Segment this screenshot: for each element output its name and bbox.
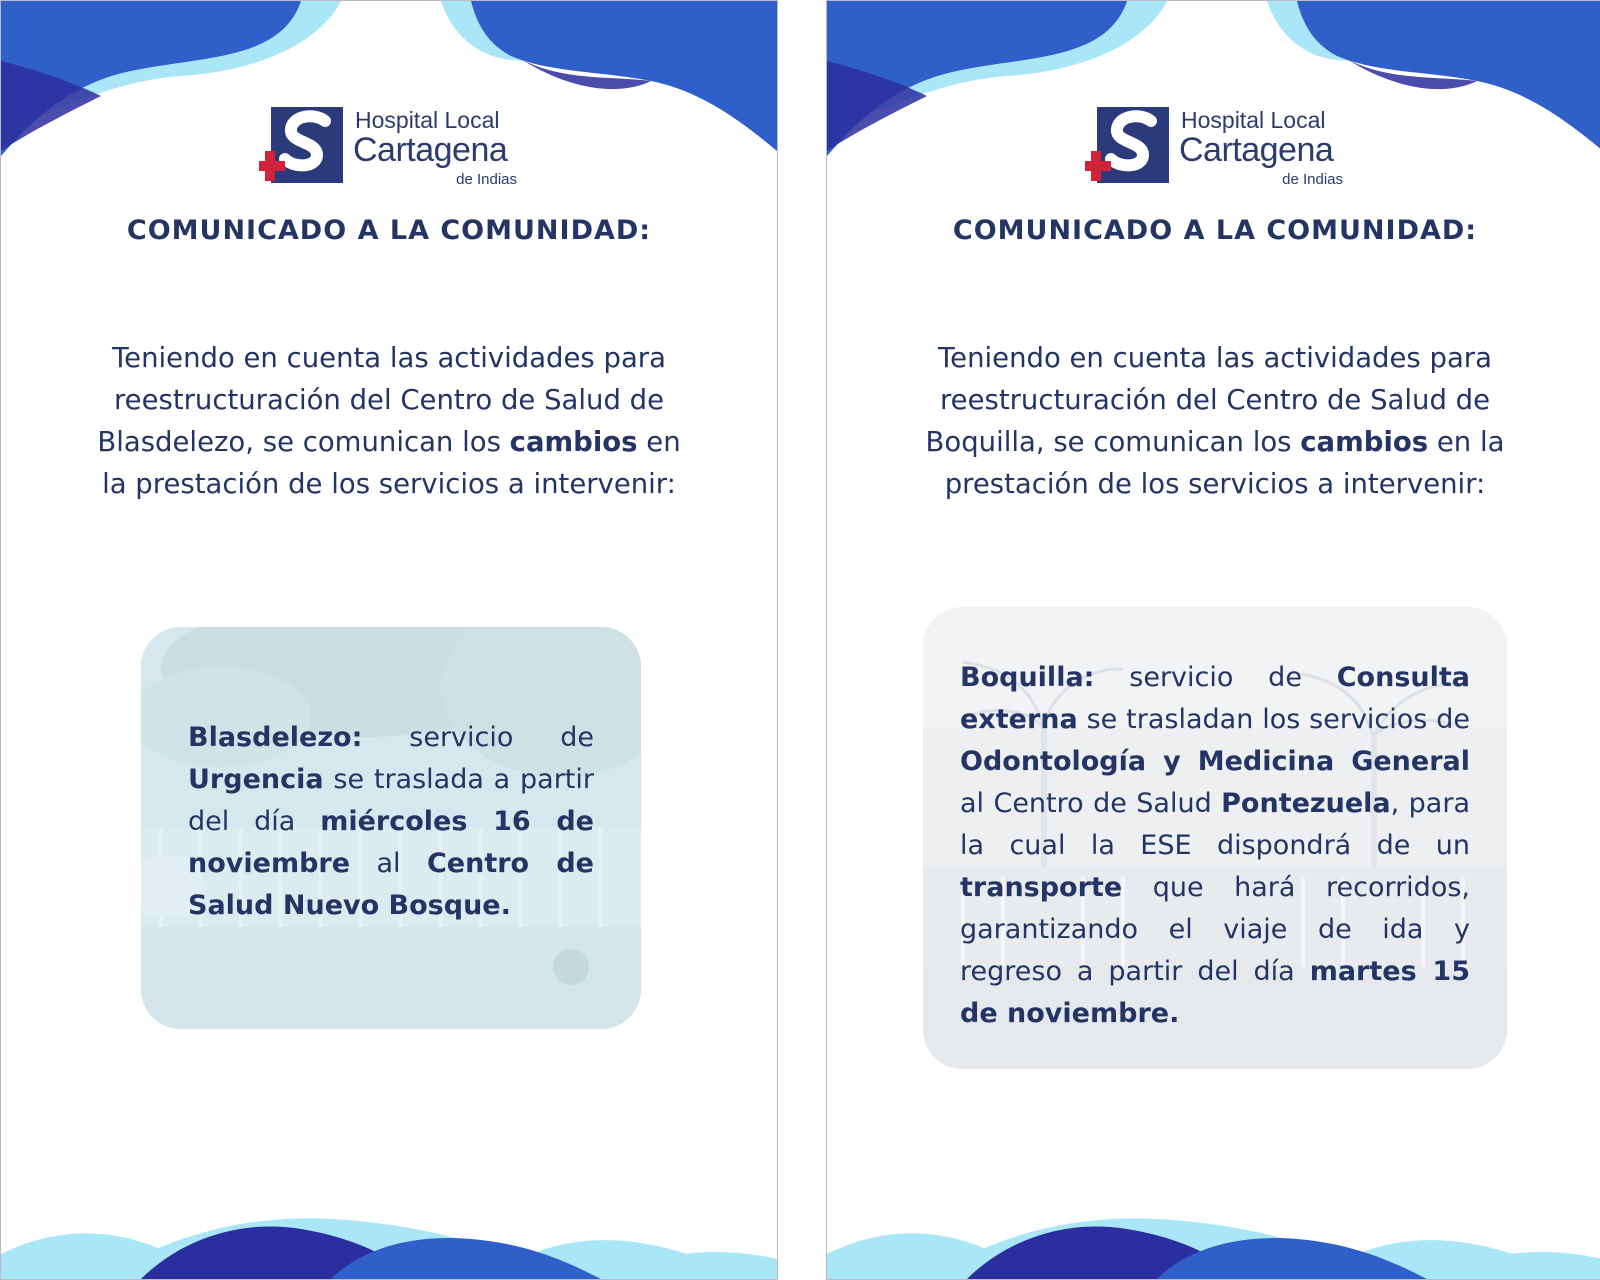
bottom-wave-decoration	[827, 1199, 1600, 1279]
card-bold-location: Blasdelezo:	[188, 722, 363, 753]
communique-heading: COMUNICADO A LA COMUNIDAD:	[952, 215, 1478, 246]
logo-text-hospital-local: Hospital Local	[355, 107, 500, 133]
intro-text-a: Teniendo en cuenta las actividades para reestructuración del Centro de Salud de Boquilla, se comunican los	[925, 342, 1492, 458]
notice-card	[923, 607, 1507, 1069]
hospital-s-cross-icon	[259, 107, 345, 187]
hospital-s-cross-icon	[1085, 107, 1171, 187]
logo-text-de-indias: de Indias	[1282, 171, 1343, 188]
intro-text-b: en la prestación de los servicios a intervenir:	[102, 426, 681, 500]
card-text-3: al	[350, 848, 427, 879]
intro-bold: cambios	[509, 426, 638, 458]
intro-bold: cambios	[1300, 426, 1429, 458]
card-text-2: se trasladan los servicios de	[1077, 704, 1470, 735]
card-text-1: servicio de	[1094, 662, 1337, 693]
card-bold-destination: Centro de Salud Nuevo Bosque.	[188, 848, 594, 921]
card-bold-location: Boquilla:	[960, 662, 1095, 693]
flyer-panel-boquilla	[826, 0, 1600, 1280]
notice-card-text	[960, 657, 1470, 1035]
logo-text-hospital-local: Hospital Local	[1181, 107, 1326, 133]
logo-text-cartagena: Cartagena	[353, 131, 508, 169]
intro-text-b: en la prestación de los servicios a intervenir:	[944, 426, 1505, 500]
card-bold-services: Odontología y Medicina General	[960, 746, 1470, 777]
communique-heading: COMUNICADO A LA COMUNIDAD:	[126, 215, 652, 246]
card-text-4: , para la cual la ESE dispondrá de un	[960, 788, 1470, 861]
intro-text-a: Teniendo en cuenta las actividades para reestructuración del Centro de Salud de Blasdelezo, se comunican los	[97, 342, 666, 458]
card-bold-transport: transporte	[960, 872, 1123, 903]
intro-paragraph	[81, 337, 697, 505]
card-text-2: se traslada a partir del día	[188, 764, 594, 837]
card-text-5: que hará recorridos, garantizando el viaje de ida y regreso a partir del día	[960, 872, 1470, 987]
hospital-logo	[259, 107, 523, 191]
notice-card-text	[188, 717, 594, 927]
card-bold-destination: Pontezuela	[1221, 788, 1391, 819]
hospital-logo	[1085, 107, 1349, 191]
notice-card	[141, 627, 641, 1029]
bottom-wave-decoration	[1, 1199, 777, 1279]
flyer-panel-blasdelezo	[0, 0, 778, 1280]
card-bold-service: Consulta externa	[960, 662, 1470, 735]
card-text-3: al Centro de Salud	[960, 788, 1222, 819]
logo-text-cartagena: Cartagena	[1179, 131, 1334, 169]
card-bold-date: martes 15 de noviembre.	[960, 956, 1470, 1029]
card-bold-date: miércoles 16 de noviembre	[188, 806, 594, 879]
card-bold-service: Urgencia	[188, 764, 324, 795]
logo-text-de-indias: de Indias	[456, 171, 517, 188]
card-text-1: servicio de	[362, 722, 594, 753]
intro-paragraph	[907, 337, 1523, 505]
